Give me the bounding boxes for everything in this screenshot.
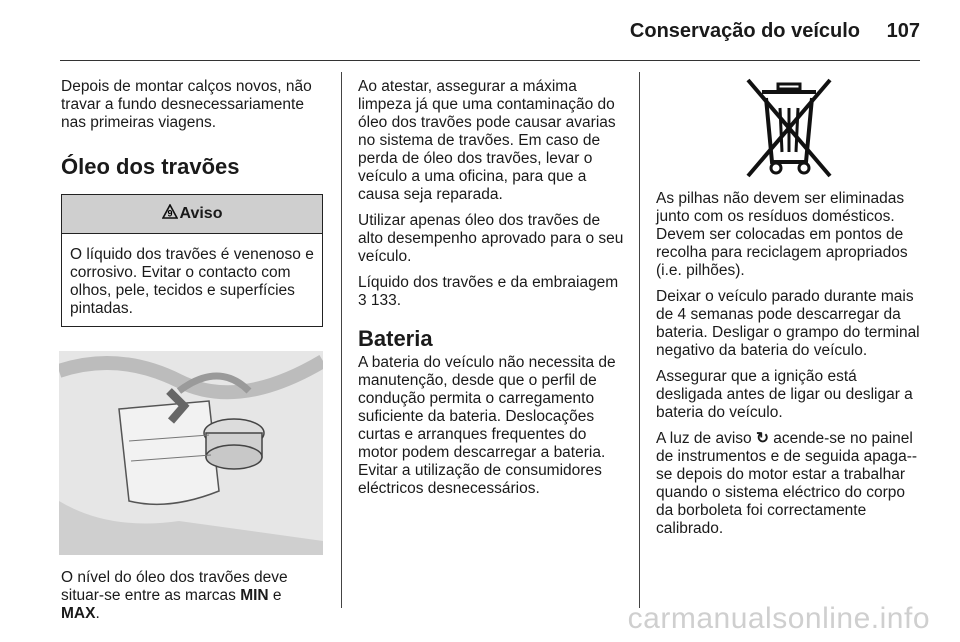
warning-title: Aviso <box>179 205 223 222</box>
fluid-level-paragraph: O nível do óleo dos travões deve situar-se entre as marcas MIN e MAX. <box>61 569 288 622</box>
svg-text:9: 9 <box>166 208 173 219</box>
brake-fluid-reservoir-image <box>59 351 323 555</box>
warning-triangle-icon <box>162 204 178 224</box>
intro-paragraph: Depois de montar calços novos, não travar a fundo desnecessariamente nas primeiras viagens. <box>61 78 312 131</box>
paragraph: Deixar o veículo parado durante mais de 4 semanas pode descarregar da bateria. Desligar o grampo do terminal negativo da bateria do veículo. <box>656 288 920 359</box>
watermark: carmanualsonline.info <box>627 602 930 635</box>
page-number: 107 <box>886 20 920 42</box>
section-heading-brake-fluid: Óleo dos travões <box>61 154 240 179</box>
crossed-out-bin-icon <box>744 78 834 178</box>
warning-text: O líquido dos travões é venenoso e corrosivo. Evitar o contacto com olhos, pele, tecidos e superfícies pintadas. <box>70 246 314 317</box>
paragraph: Utilizar apenas óleo dos travões de alto desempenho aprovado para o seu veículo. <box>358 212 624 265</box>
header-rule <box>60 60 920 61</box>
throttle-warning-light-icon: ↻ <box>755 430 769 447</box>
paragraph: As pilhas não devem ser eliminadas junto com os resíduos domésticos. Devem ser colocadas em pontos de recolha para reciclagem apropriados (i.e. pilhões). <box>656 190 908 279</box>
warning-box <box>61 194 323 327</box>
paragraph: A bateria do veículo não necessita de manutenção, desde que o perfil de condução permita o carregamento suficiente da bateria. Deslocações curtas e arranques frequentes do motor podem descarregar a bateria. Evitar a utilização de consumidores eléctricos desnecessários. <box>358 354 616 497</box>
paragraph: Assegurar que a ignição está desligada antes de ligar ou desligar a bateria do veículo. <box>656 368 913 421</box>
page-header-title: Conservação do veículo <box>629 20 860 42</box>
column-1 <box>61 78 323 631</box>
paragraph: A luz de aviso ↻ acende-se no painel de instrumentos e de seguida apaga--se depois do motor estar a trabalhar quando o sistema eléctrico do corpo da borboleta foi correctamente calibrado. <box>656 430 918 537</box>
column-2 <box>358 78 624 506</box>
min-mark: MIN <box>240 587 269 604</box>
column-divider <box>639 72 640 608</box>
section-heading-battery: Bateria <box>358 326 433 351</box>
column-3 <box>656 78 922 546</box>
warning-header <box>62 195 322 234</box>
max-mark: MAX <box>61 605 96 622</box>
cross-reference: Líquido dos travões e da embraiagem 3 133. <box>358 274 619 309</box>
paragraph: Ao atestar, assegurar a máxima limpeza já que uma contaminação do óleo dos travões pode causar avarias no sistema de travões. Em caso de perda de óleo dos travões, levar o veículo a uma oficina, para que a causa seja reparada. <box>358 78 616 203</box>
column-divider <box>341 72 342 608</box>
